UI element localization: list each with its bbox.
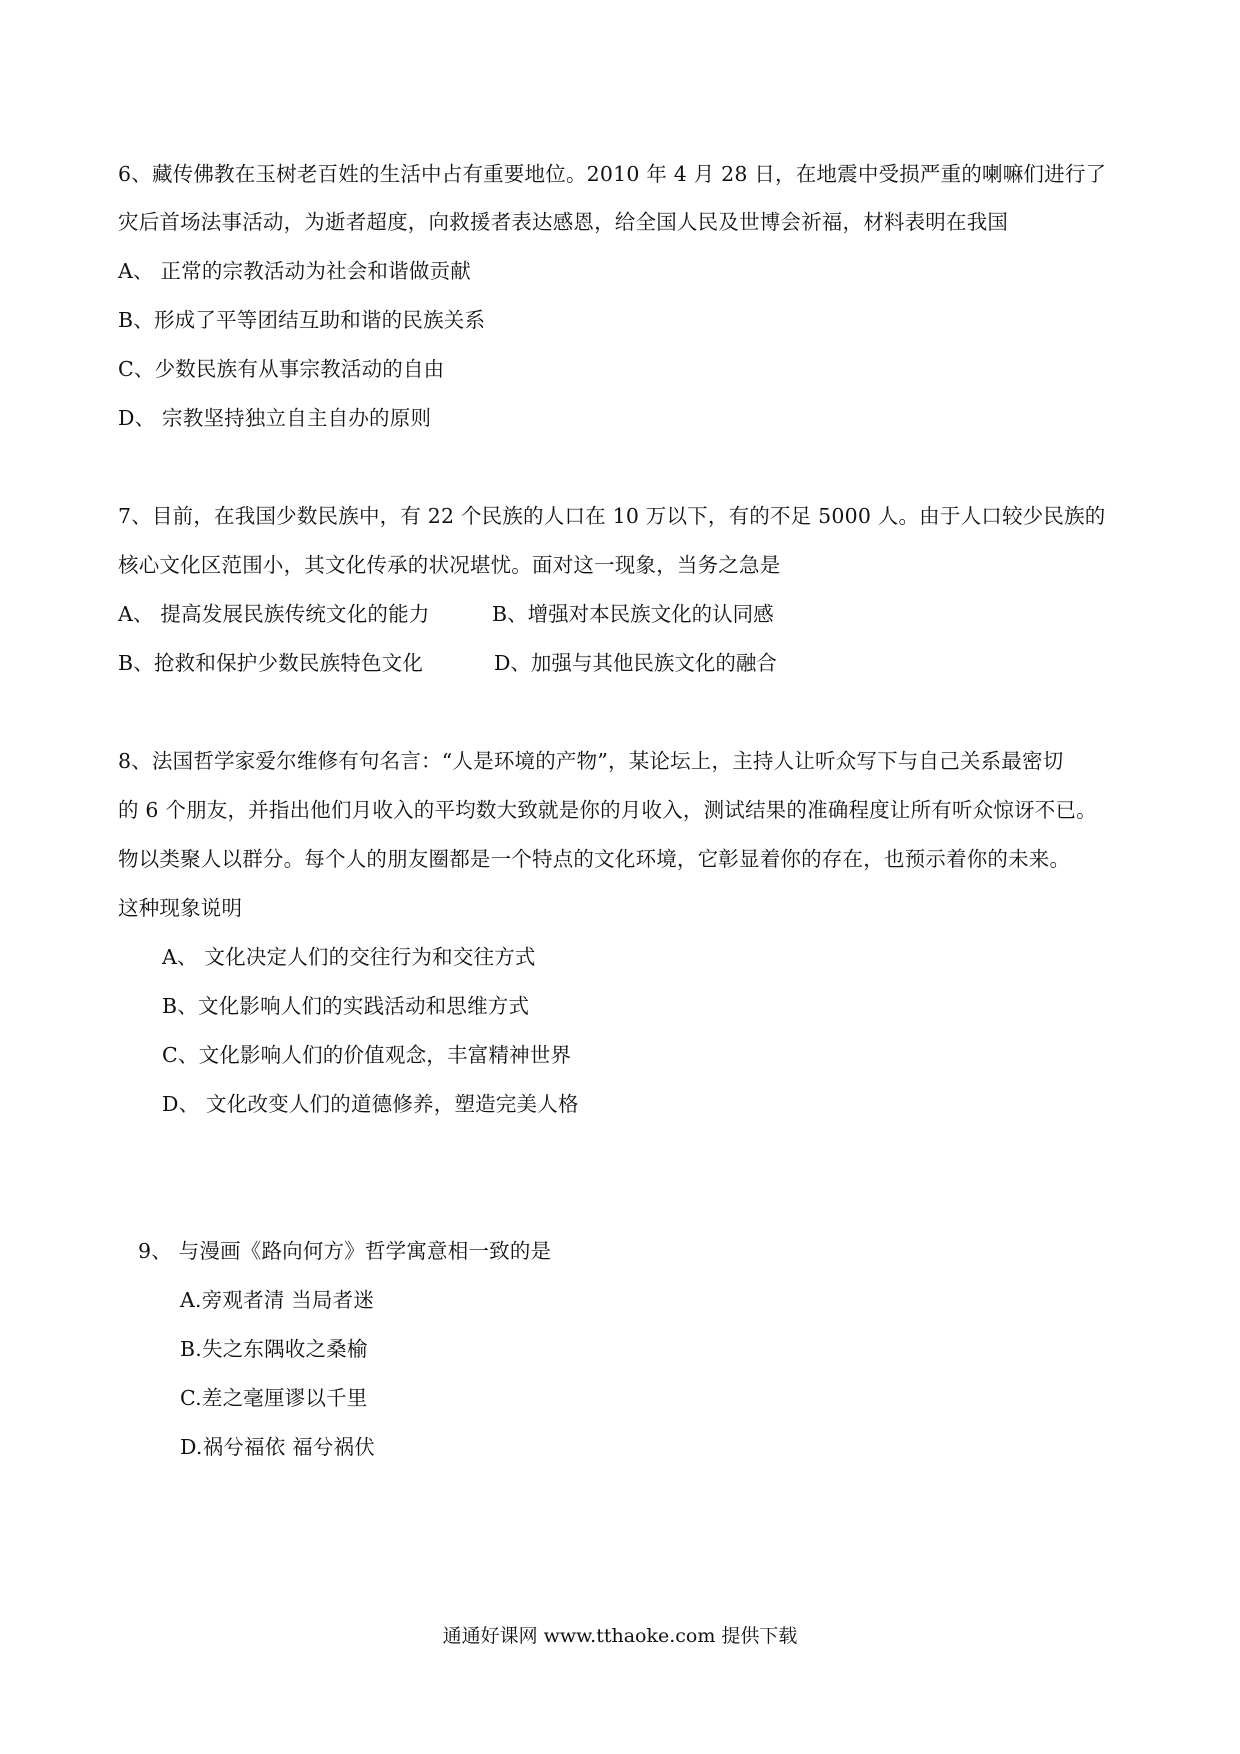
question-8-stem-line-4: 这种现象说明 <box>118 896 243 920</box>
question-6-stem-line-2: 灾后首场法事活动，为逝者超度，向救援者表达感恩，给全国人民及世博会祈福，材料表明在我国 <box>118 210 1009 234</box>
question-9-option-a: A.旁观者清 当局者迷 <box>180 1288 375 1312</box>
question-6-option-a: A、 正常的宗教活动为社会和谐做贡献 <box>118 259 471 283</box>
question-8-stem-line-2: 的 6 个朋友，并指出他们月收入的平均数大致就是你的月收入，测试结果的准确程度让所有听众惊讶不已。 <box>118 798 1097 822</box>
question-7-option-a: A、 提高发展民族传统文化的能力 <box>118 602 430 626</box>
question-7-option-d: D、加强与其他民族文化的融合 <box>494 651 777 675</box>
question-7-option-c: B、抢救和保护少数民族特色文化 <box>118 651 424 675</box>
question-9-option-d: D.祸兮福依 福兮祸伏 <box>180 1435 375 1459</box>
question-7-stem-line-1: 7、目前，在我国少数民族中，有 22 个民族的人口在 10 万以下，有的不足 5000 人。由于人口较少民族的 <box>118 504 1106 528</box>
question-9-option-c: C.差之毫厘谬以千里 <box>180 1386 368 1410</box>
question-8-option-d: D、 文化改变人们的道德修养，塑造完美人格 <box>162 1092 579 1116</box>
question-8-option-b: B、文化影响人们的实践活动和思维方式 <box>162 994 530 1018</box>
page-footer: 通通好课网 www.tthaoke.com 提供下载 <box>442 1625 798 1647</box>
question-9-stem: 9、 与漫画《路向何方》哲学寓意相一致的是 <box>138 1239 552 1263</box>
question-6-option-c: C、少数民族有从事宗教活动的自由 <box>118 357 445 381</box>
question-9-option-b: B.失之东隅收之桑榆 <box>180 1337 368 1361</box>
question-7-option-b: B、增强对本民族文化的认同感 <box>492 602 774 626</box>
question-6-option-b: B、形成了平等团结互助和谐的民族关系 <box>118 308 486 332</box>
question-6-option-d: D、 宗教坚持独立自主自办的原则 <box>118 406 432 430</box>
question-8-stem-line-3: 物以类聚人以群分。每个人的朋友圈都是一个特点的文化环境，它彰显着你的存在，也预示着你的未来。 <box>118 847 1071 871</box>
question-6-stem-line-1: 6、藏传佛教在玉树老百姓的生活中占有重要地位。2010 年 4 月 28 日，在地震中受损严重的喇嘛们进行了 <box>118 162 1107 186</box>
question-8-option-a: A、 文化决定人们的交往行为和交往方式 <box>162 945 536 969</box>
question-8-option-c: C、文化影响人们的价值观念，丰富精神世界 <box>162 1043 572 1067</box>
question-7-stem-line-2: 核心文化区范围小，其文化传承的状况堪忧。面对这一现象，当务之急是 <box>118 553 781 577</box>
question-8-stem-line-1: 8、法国哲学家爱尔维修有句名言：“人是环境的产物”，某论坛上，主持人让听众写下与自己关系最密切 <box>118 749 1064 773</box>
